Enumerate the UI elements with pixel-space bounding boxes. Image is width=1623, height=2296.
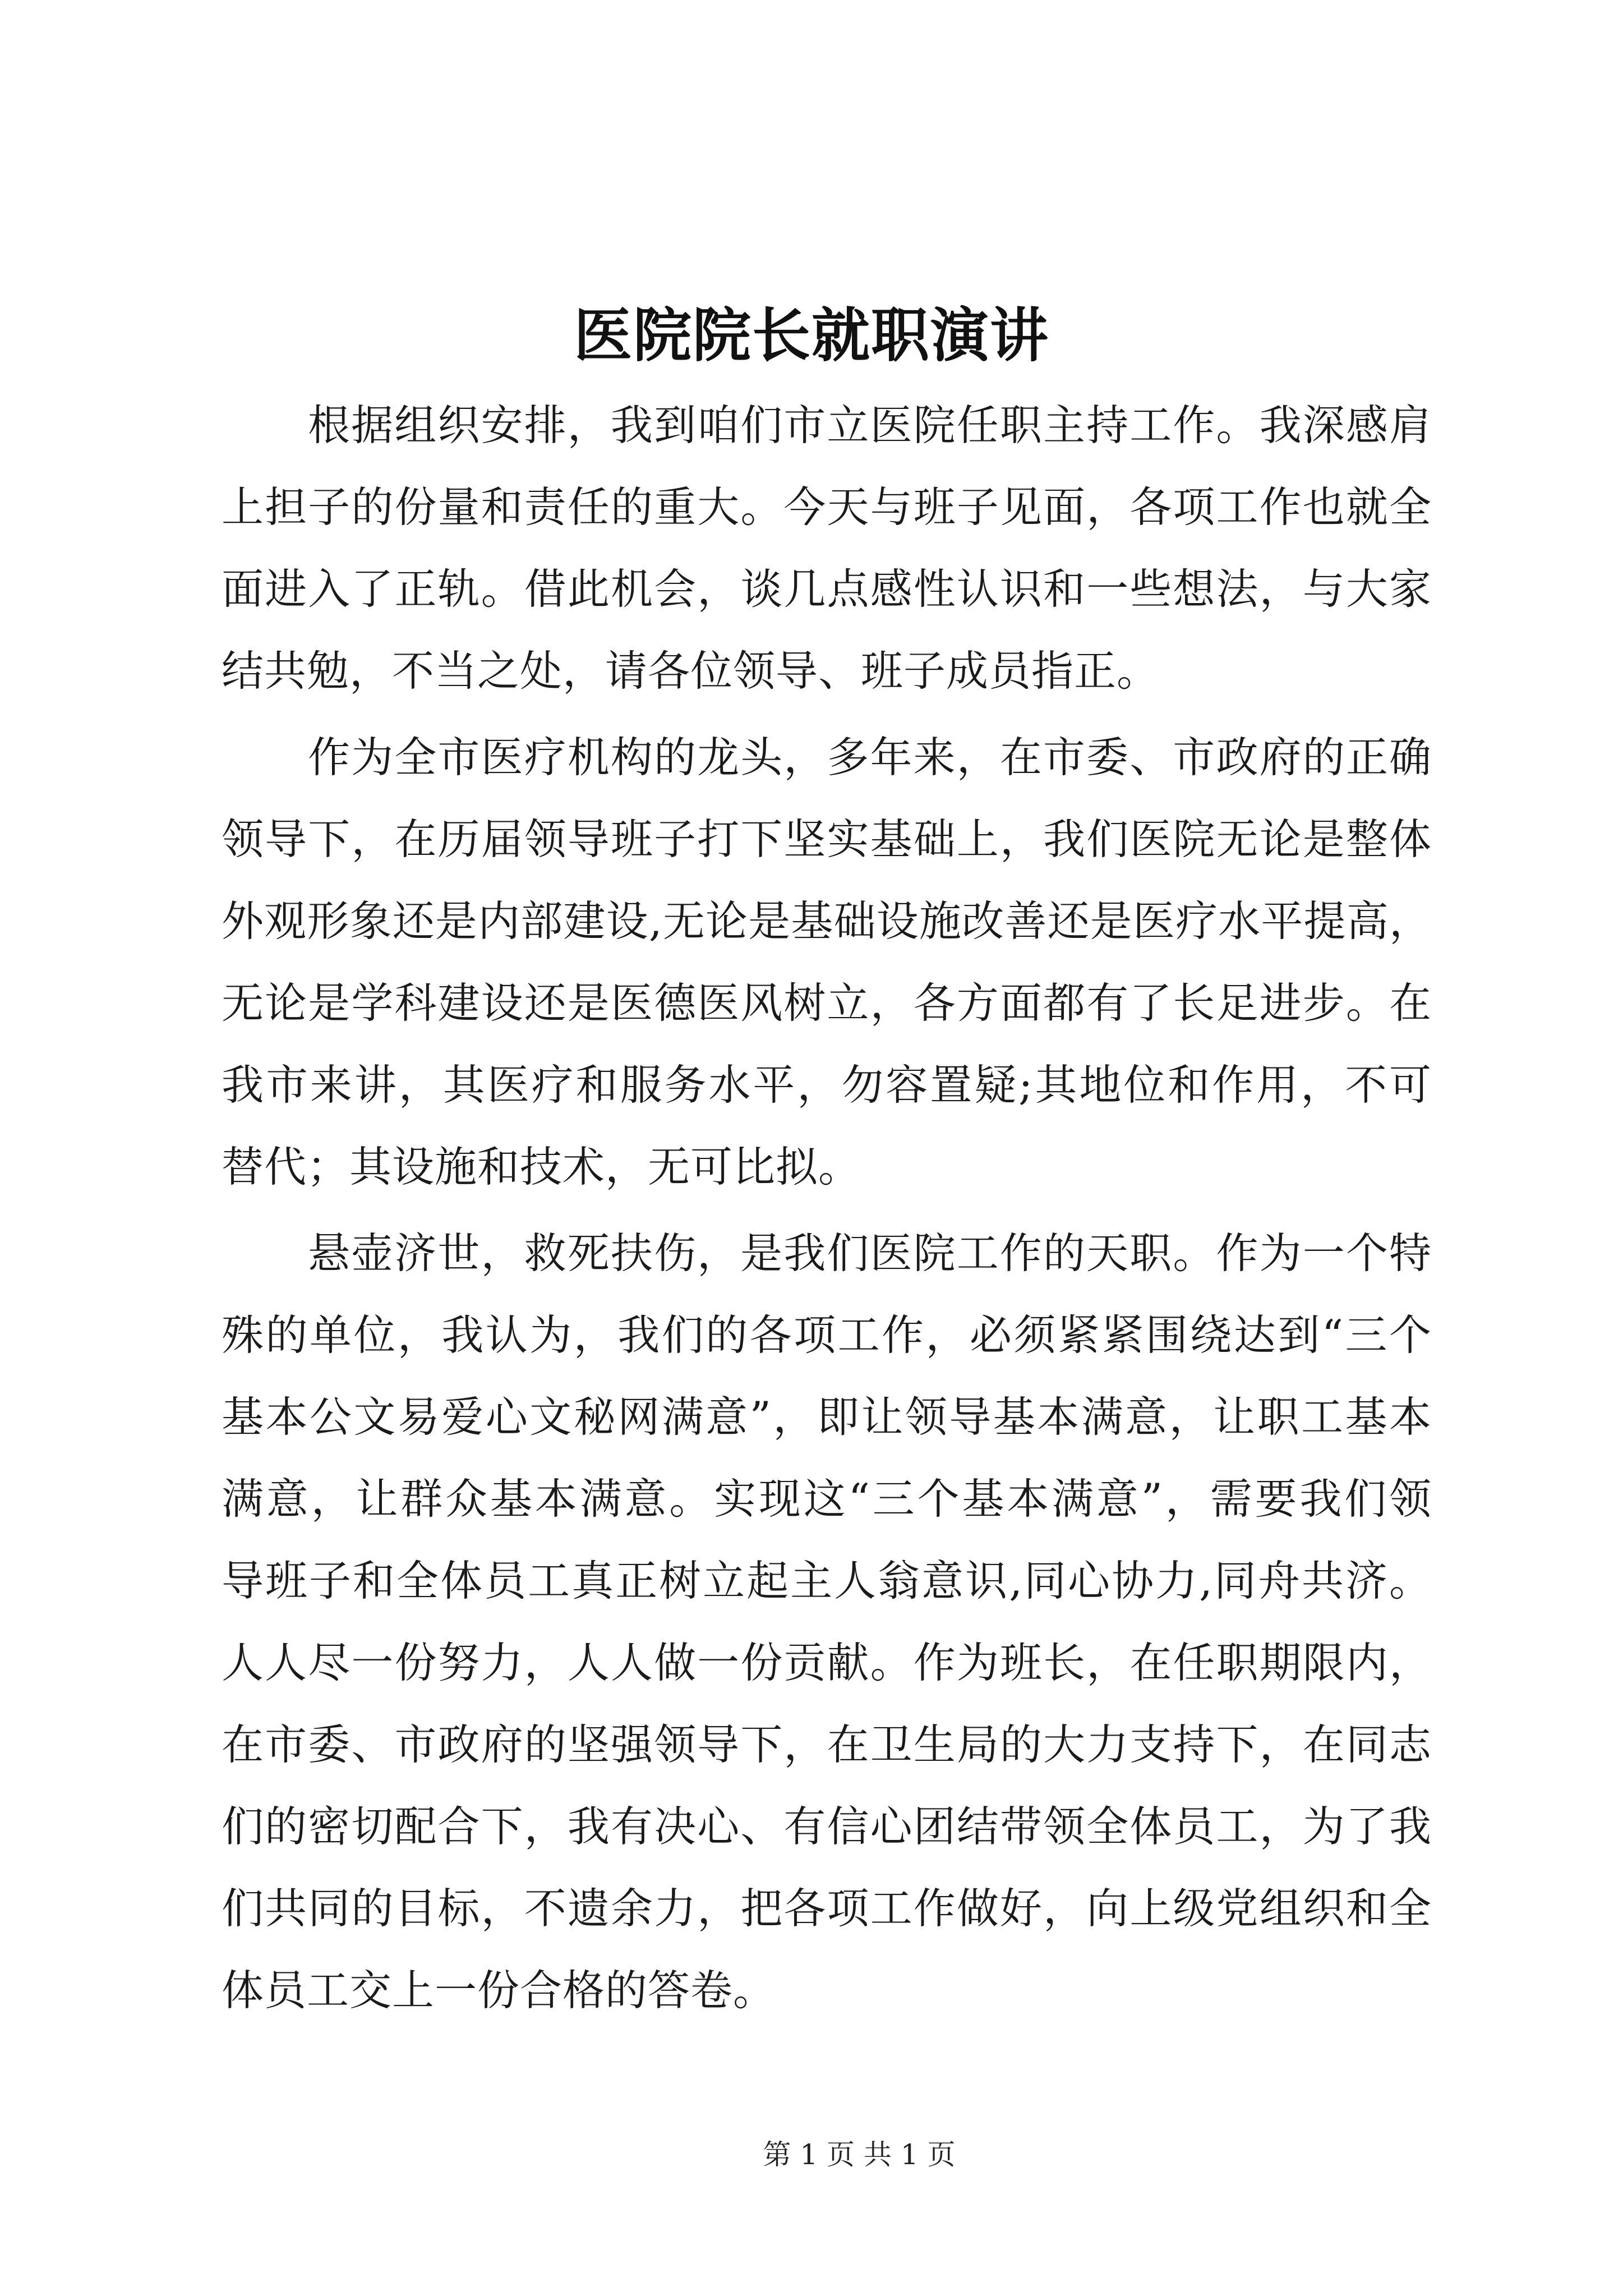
paragraph-line: 在市委、市政府的坚强领导下，在卫生局的大力支持下，在同志 [222, 1720, 1431, 1769]
paragraph-line: 上担子的份量和责任的重大。今天与班子见面，各项工作也就全 [222, 482, 1431, 532]
paragraph [222, 384, 1431, 712]
paragraph-line: 我市来讲，其医疗和服务水平，勿容置疑;其地位和作用，不可 [222, 1060, 1431, 1110]
document-body [222, 384, 1431, 2031]
paragraph-line: 领导下，在历届领导班子打下坚实基础上，我们医院无论是整体 [222, 815, 1431, 864]
paragraph-line: 悬壶济世，救死扶伤，是我们医院工作的天职。作为一个特 [308, 1228, 1431, 1278]
paragraph-line: 人人尽一份努力，人人做一份贡献。作为班长，在任职期限内， [222, 1638, 1431, 1687]
paragraph-line: 作为全市医疗机构的龙头，多年来，在市委、市政府的正确 [308, 733, 1431, 782]
page-number-footer: 第 1 页 共 1 页 [763, 2138, 956, 2171]
paragraph-line: 们共同的目标，不遗余力，把各项工作做好，向上级党组织和全 [222, 1884, 1431, 1933]
document-title: 医院院长就职演讲 [573, 301, 1049, 370]
paragraph-line: 们的密切配合下，我有决心、有信心团结带领全体员工，为了我 [222, 1802, 1431, 1851]
paragraph-line: 替代；其设施和技术，无可比拟。 [222, 1142, 861, 1191]
paragraph-line: 导班子和全体员工真正树立起主人翁意识,同心协力,同舟共济。 [222, 1556, 1431, 1605]
paragraph-line: 结共勉，不当之处，请各位领导、班子成员指正。 [222, 646, 1160, 696]
paragraph [222, 716, 1431, 1208]
paragraph-line: 面进入了正轨。借此机会，谈几点感性认识和一些想法，与大家 [222, 564, 1431, 614]
paragraph-line: 体员工交上一份合格的答卷。 [222, 1966, 776, 2015]
paragraph-line: 满意，让群众基本满意。实现这“三个基本满意”，需要我们领 [222, 1474, 1431, 1524]
paragraph-line: 外观形象还是内部建设,无论是基础设施改善还是医疗水平提高， [222, 896, 1431, 946]
paragraph-line: 无论是学科建设还是医德医风树立，各方面都有了长足进步。在 [222, 978, 1431, 1028]
paragraph-line: 基本公文易爱心文秘网满意”，即让领导基本满意，让职工基本 [222, 1392, 1431, 1442]
paragraph-line: 根据组织安排，我到咱们市立医院任职主持工作。我深感肩 [308, 401, 1431, 450]
paragraph [222, 1212, 1431, 2031]
paragraph-line: 殊的单位，我认为，我们的各项工作，必须紧紧围绕达到“三个 [222, 1310, 1431, 1360]
